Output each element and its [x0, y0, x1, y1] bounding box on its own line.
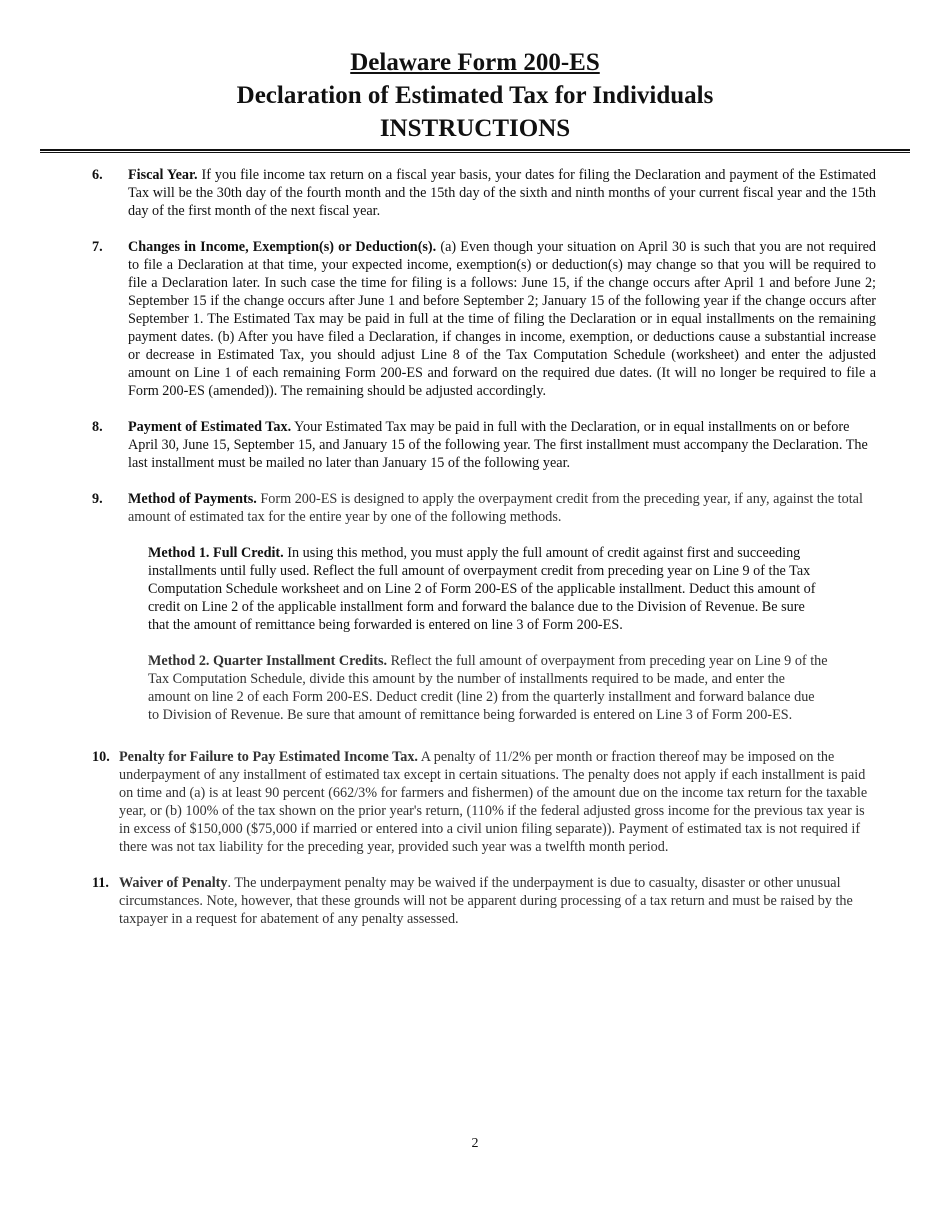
method-1 [148, 544, 828, 634]
item-body [128, 490, 876, 724]
instruction-item-6 [92, 166, 876, 220]
item-heading: Changes in Income, Exemption(s) or Deduction(s). [128, 239, 437, 255]
item-number: 8. [92, 419, 103, 435]
item-text: A penalty of 11/2% per month or fraction thereof may be imposed on the underpayment of any installment of estimated tax except in certain situations. The penalty does not apply if each installment is paid on time and (a) is at least 90 percent (662/3% for farmers and fishermen) of the amount due on the income tax return for the taxable year, or (b) 100% of the tax shown on the prior year's return, (110% if the federal adjusted gross income for the previous tax year is in excess of $150,000 ($75,000 if married or entered into a civil union filing separate)). Payment of estimated tax is not required if there was not tax liability for the preceding year, provided such year was a twelfth month period. [119, 749, 868, 855]
item-heading: Fiscal Year. [128, 167, 198, 183]
item-number: 7. [92, 239, 103, 255]
header-divider [40, 149, 910, 153]
item-text: Your Estimated Tax may be paid in full with the Declaration, or in equal installments on or before April 30, June 15, September 15, and January 15 of the following year. The first installment must accompany the Declaration. The last installment must be mailed no later than January 15 of the following year. [128, 419, 868, 471]
instruction-item-7 [92, 238, 876, 400]
item-body [128, 418, 876, 472]
instructions-body [92, 166, 876, 946]
page-number: 2 [471, 1136, 479, 1151]
instruction-item-11 [92, 874, 876, 928]
item-body [128, 238, 876, 400]
item-text: (a) Even though your situation on April 30 is such that you are not required to file a Declaration at that time, your expected income, exemption(s) or deduction(s) may change so that you will be required to file a Declaration later. In such case the time for filing is a follows: June 15, if the change occurs after April 1 and before June 2; September 15 if the change occurs after June 1 and before September 2; January 15 of the following year if the change occurs after September 1. The Estimated Tax may be paid in full at the time of filing the Declaration or in equal installments on the remaining payment dates. (b) After you have filed a Declaration, if changes in income, exemption, or deductions cause a substantial increase or decrease in Estimated Tax, you should adjust Line 8 of the Tax Computation Schedule (worksheet) and enter the adjusted amount on Line 1 of each remaining Form 200-ES and forward on the required due dates. (It will no longer be required to file a Form 200-ES (amended)). The remaining should be adjusted accordingly. [128, 239, 876, 399]
form-subtitle: Declaration of Estimated Tax for Individuals [236, 82, 714, 109]
item-number: 10. [92, 749, 110, 765]
instruction-item-10 [92, 748, 876, 856]
item-heading: Payment of Estimated Tax. [128, 419, 292, 435]
item-text: Form 200-ES is designed to apply the overpayment credit from the preceding year, if any, against the total amount of estimated tax for the entire year by one of the following methods. [128, 491, 863, 525]
method-text: In using this method, you must apply the full amount of credit against first and succeeding installments until fully used. Reflect the full amount of overpayment credit from preceding year on Line 9 of the Tax Computation Schedule worksheet and on Line 2 of Form 200-ES of the applicable installment. Deduct this amount of credit on Line 2 of the applicable installment form and forward the balance due to the Division of Revenue. Be sure that the amount of remittance being forwarded is entered on line 3 of Form 200-ES. [148, 545, 816, 633]
section-title: INSTRUCTIONS [379, 115, 571, 142]
item-body [119, 748, 876, 856]
item-text: . The underpayment penalty may be waived if the underpayment is due to casualty, disaster or other unusual circumstances. Note, however, that these grounds will not be apparent during processing of a tax return and must be raised by the taxpayer in a request for abatement of any penalty assessed. [119, 875, 853, 927]
item-text: If you file income tax return on a fiscal year basis, your dates for filing the Declaration and payment of the Estimated Tax will be the 30th day of the fourth month and the 15th day of the sixth and ninth months of your current fiscal year and the 15th day of the first month of the next fiscal year. [128, 167, 877, 219]
method-text: Reflect the full amount of overpayment from preceding year on Line 9 of the Tax Computation Schedule, divide this amount by the number of installments required to be made, and enter the amount on line 2 of each Form 200-ES. Deduct credit (line 2) from the quarterly installment and forward balance due to Division of Revenue. Be sure that amount of remittance being forwarded is entered on Line 3 of Form 200-ES. [148, 653, 828, 723]
document-header [0, 0, 950, 145]
form-title: Delaware Form 200-ES [350, 49, 600, 76]
item-number: 9. [92, 491, 103, 507]
item-heading: Waiver of Penalty [119, 875, 228, 891]
method-2 [148, 652, 828, 724]
item-body [119, 874, 876, 928]
instruction-item-9 [92, 490, 876, 724]
item-number: 11. [92, 875, 109, 891]
instruction-item-8 [92, 418, 876, 472]
item-number: 6. [92, 167, 103, 183]
method-heading: Method 2. Quarter Installment Credits. [148, 653, 388, 669]
item-body [128, 166, 876, 220]
item-heading: Penalty for Failure to Pay Estimated Income Tax. [119, 749, 418, 765]
item-heading: Method of Payments. [128, 491, 257, 507]
method-heading: Method 1. Full Credit. [148, 545, 284, 561]
